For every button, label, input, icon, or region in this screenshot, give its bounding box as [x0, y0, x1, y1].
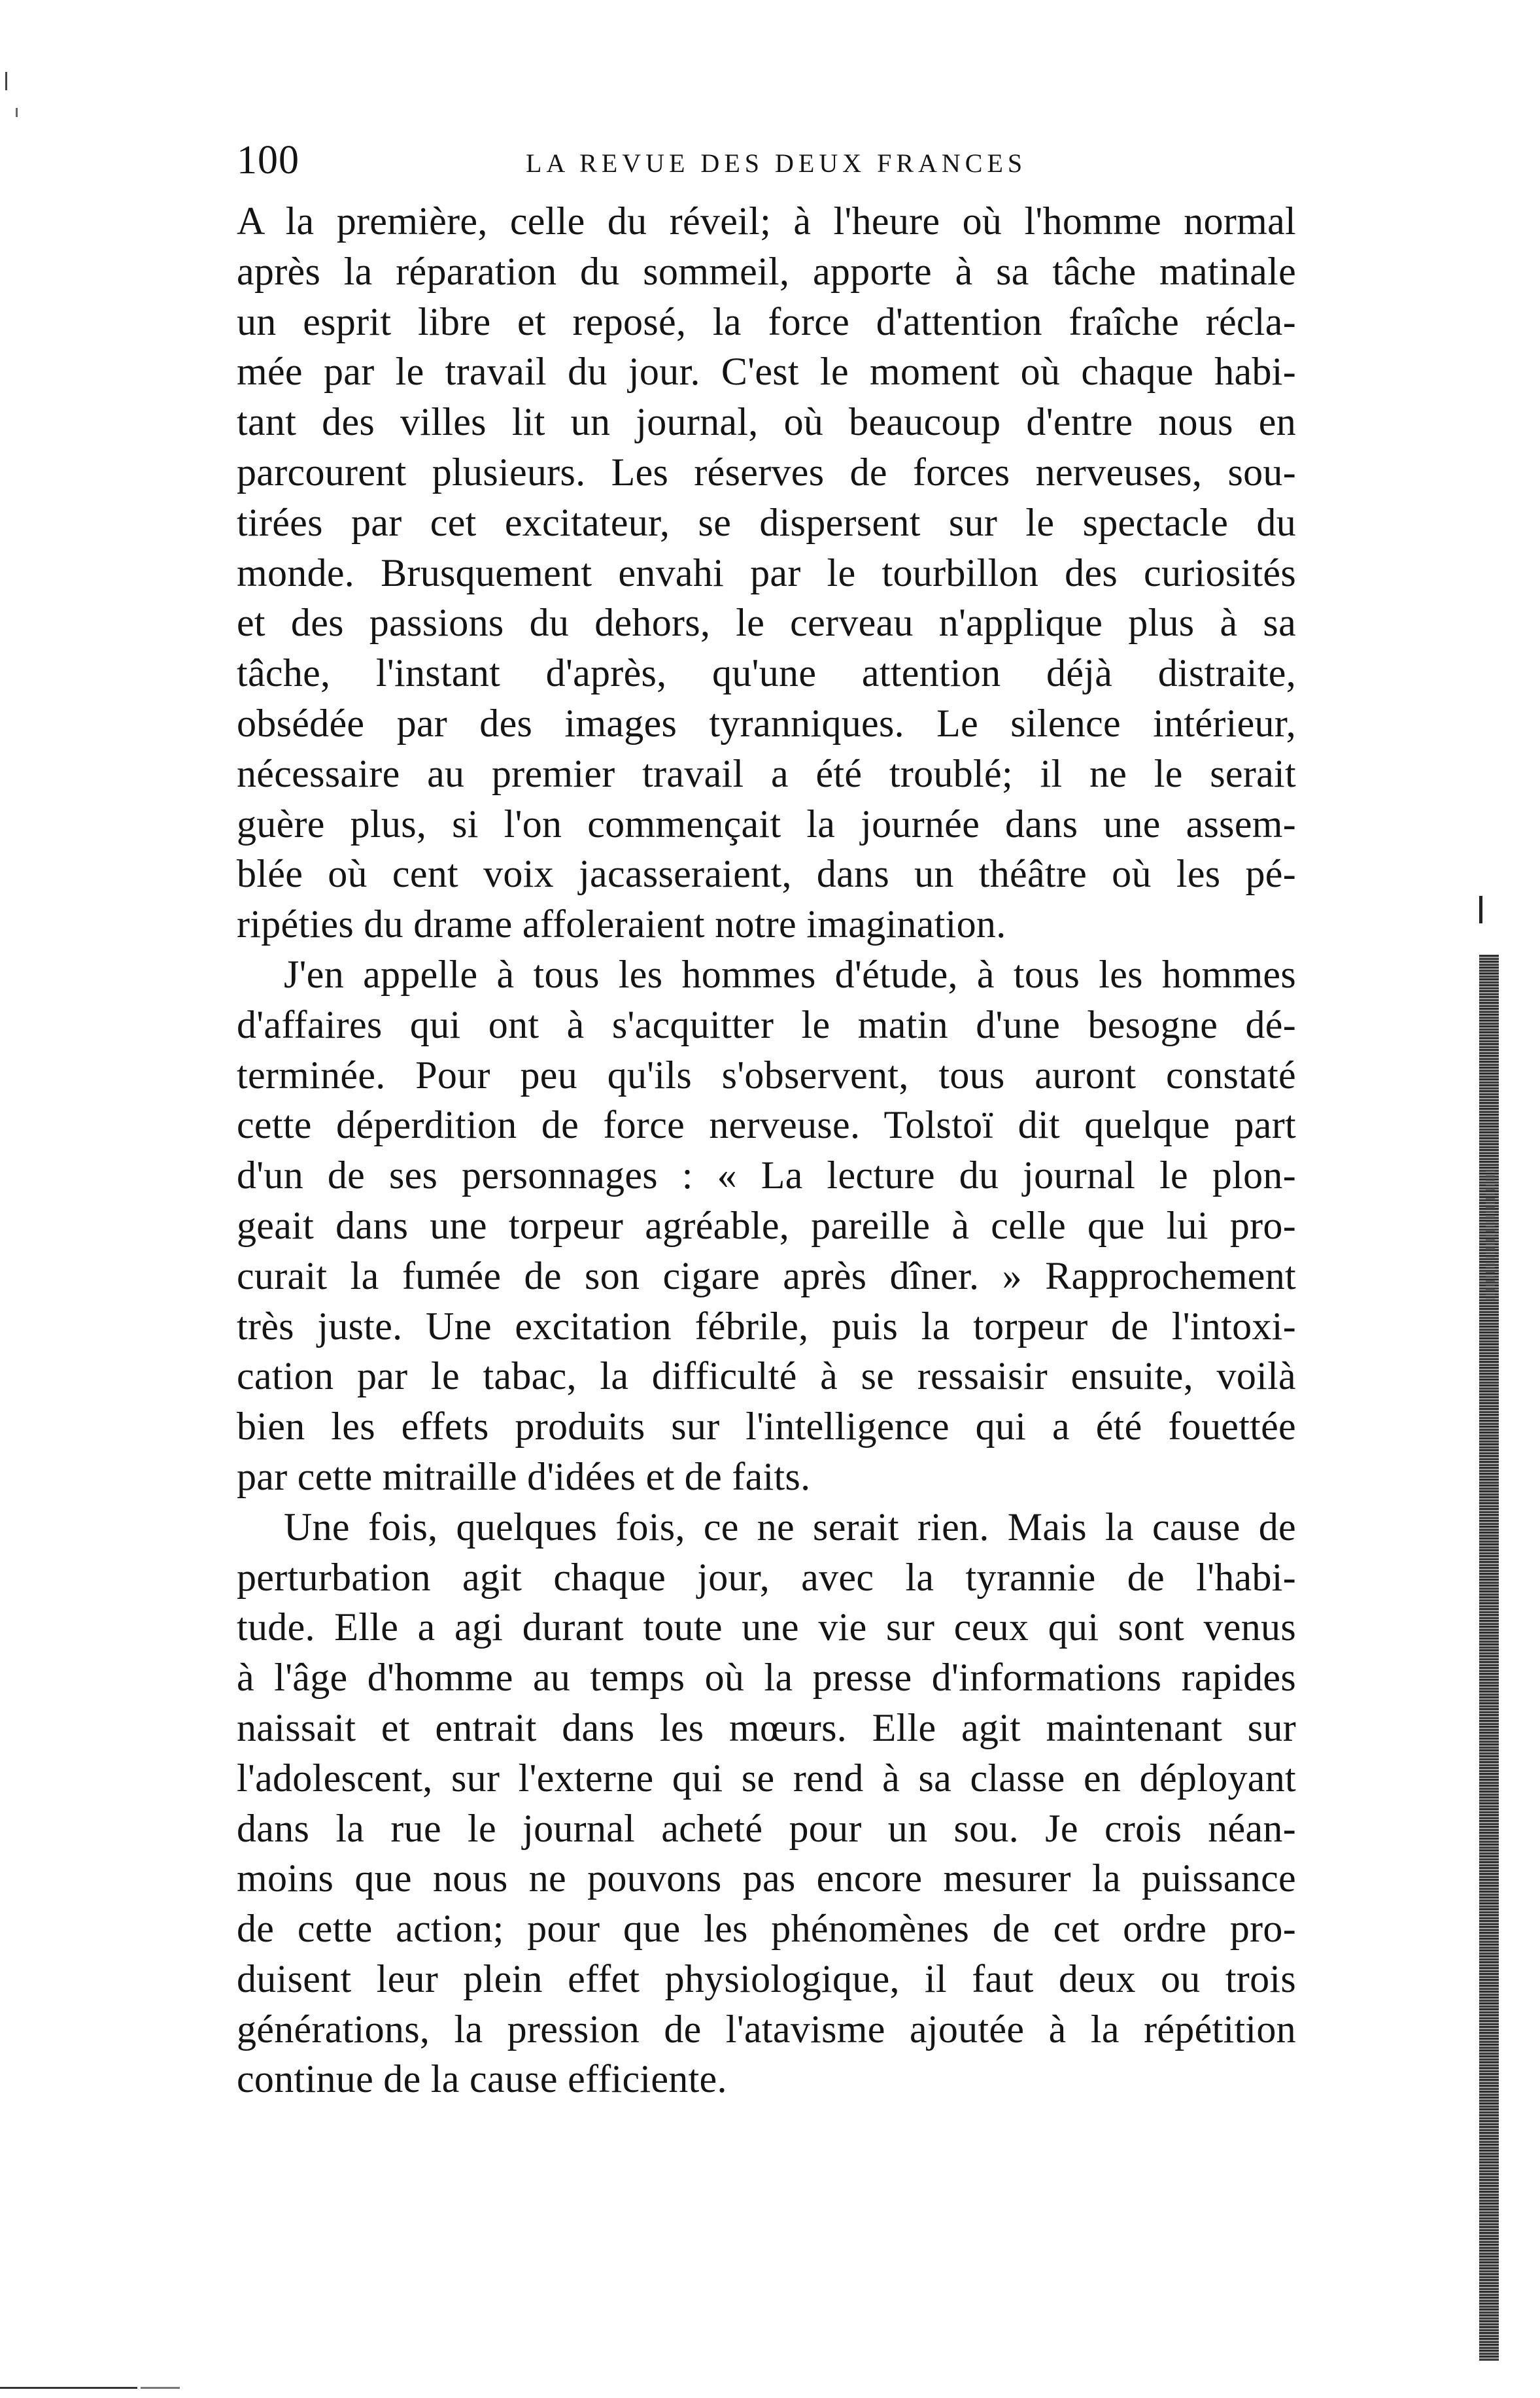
text-line: l'adolescent, sur l'externe qui se rend à sa classe en déployant [237, 1756, 1296, 1800]
text-line: à l'âge d'homme au temps où la presse d'informations rapides [237, 1656, 1296, 1700]
text-line: A la première, celle du réveil; à l'heure où l'homme normal [237, 199, 1296, 243]
text-line: terminée. Pour peu qu'ils s'observent, tous auront constaté [237, 1053, 1296, 1097]
text-line: naissait et entrait dans les mœurs. Elle agit maintenant sur [237, 1705, 1296, 1749]
text-line: ripéties du drame affoleraient notre imagination. [237, 902, 1006, 946]
text-line: J'en appelle à tous les hommes d'étude, à tous les hommes [284, 952, 1296, 996]
text-line: d'affaires qui ont à s'acquitter le matin d'une besogne dé- [237, 1002, 1296, 1046]
text-line: bien les effets produits sur l'intelligence qui a été fouettée [237, 1405, 1296, 1448]
text-line: Une fois, quelques fois, ce ne serait rien. Mais la cause de [284, 1505, 1296, 1549]
text-line: cette déperdition de force nerveuse. Tolstoï dit quelque part [237, 1103, 1296, 1147]
text-line: blée où cent voix jacasseraient, dans un théâtre où les pé- [237, 852, 1296, 896]
text-line: duisent leur plein effet physiologique, il faut deux ou trois [237, 1957, 1296, 2000]
text-line: très juste. Une excitation fébrile, puis la torpeur de l'intoxi- [237, 1304, 1296, 1348]
text-line: après la réparation du sommeil, apporte à sa tâche matinale [237, 249, 1296, 293]
text-line: générations, la pression de l'atavisme ajoutée à la répétition [237, 2007, 1296, 2051]
scan-artifact [0, 2387, 137, 2389]
text-line: guère plus, si l'on commençait la journée dans une assem- [237, 802, 1296, 846]
scan-artifact [16, 108, 18, 117]
text-line: tant des villes lit un journal, où beaucoup d'entre nous en [237, 400, 1296, 444]
text-line: par cette mitraille d'idées et de faits. [237, 1454, 811, 1498]
text-line: monde. Brusquement envahi par le tourbillon des curiosités [237, 551, 1296, 594]
text-line: et des passions du dehors, le cerveau n'applique plus à sa [237, 601, 1296, 645]
text-line: cation par le tabac, la difficulté à se ressaisir ensuite, voilà [237, 1354, 1296, 1398]
text-line: geait dans une torpeur agréable, pareille à celle que lui pro- [237, 1203, 1296, 1247]
text-line: d'un de ses personnages : « La lecture du journal le plon- [237, 1154, 1296, 1197]
paragraph [237, 196, 1296, 950]
scanned-page-edge [1486, 1171, 1495, 1301]
running-head [237, 134, 1296, 186]
text-line: nécessaire au premier travail a été troublé; il ne le serait [237, 751, 1296, 795]
paragraph [237, 950, 1296, 1502]
scan-artifact [141, 2387, 180, 2389]
text-line: tâche, l'instant d'après, qu'une attention déjà distraite, [237, 651, 1296, 695]
scanned-page-edge [1479, 955, 1499, 2361]
text-line: parcourent plusieurs. Les réserves de forces nerveuses, sou- [237, 450, 1296, 494]
journal-title: LA REVUE DES DEUX FRANCES [526, 148, 1027, 178]
text-line: mée par le travail du jour. C'est le moment où chaque habi- [237, 350, 1296, 394]
page-number: 100 [237, 138, 299, 182]
text-line: tirées par cet excitateur, se dispersent sur le spectacle du [237, 500, 1296, 544]
text-line: dans la rue le journal acheté pour un sou. Je crois néan- [237, 1806, 1296, 1850]
text-line: continue de la cause efficiente. [237, 2057, 727, 2101]
text-line: tude. Elle a agi durant toute une vie sur ceux qui sont venus [237, 1605, 1296, 1649]
text-line: un esprit libre et reposé, la force d'attention fraîche récla- [237, 300, 1296, 343]
scan-artifact [1479, 896, 1482, 923]
text-line: obsédée par des images tyranniques. Le silence intérieur, [237, 701, 1296, 745]
text-line: de cette action; pour que les phénomènes de cet ordre pro- [237, 1907, 1296, 1951]
scan-artifact [5, 72, 7, 90]
text-line: moins que nous ne pouvons pas encore mesurer la puissance [237, 1857, 1296, 1900]
paragraph [237, 1502, 1296, 2105]
body-text [237, 196, 1296, 2104]
text-line: perturbation agit chaque jour, avec la tyrannie de l'habi- [237, 1555, 1296, 1599]
text-line: curait la fumée de son cigare après dîner. » Rapprochement [237, 1254, 1296, 1297]
